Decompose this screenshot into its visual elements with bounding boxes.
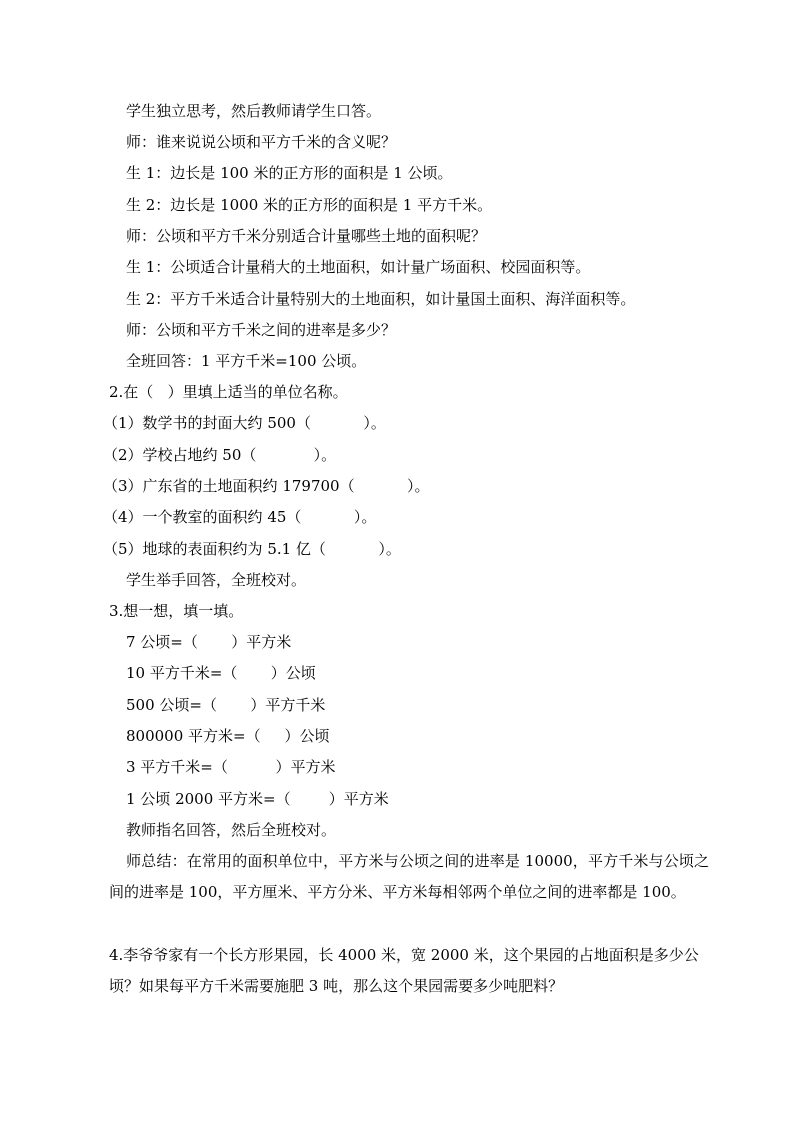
- text-line: 学生独立思考，然后教师请学生口答。: [126, 102, 382, 120]
- summary-text: 师总结：在常用的面积单位中，平方米与公顷之间的进率是 10000，平方千米与公顷之间的进率是 100，平方厘米、平方分米、平方米每相邻两个单位之间的进率都是 100。: [109, 852, 709, 901]
- exercise-item: 800000 平方米=（ ）公顷: [126, 727, 330, 745]
- exercise-item: 3 平方千米=（ ）平方米: [126, 758, 336, 776]
- text-line: 学生举手回答，全班校对。: [126, 571, 307, 589]
- text-line: 教师指名回答，然后全班校对。: [126, 821, 337, 839]
- list-item: （5）地球的表面积约为 5.1 亿（ ）。: [103, 540, 401, 558]
- list-item: （1）数学书的封面大约 500（ ）。: [103, 414, 386, 432]
- text-line: 生 2：边长是 1000 米的正方形的面积是 1 平方千米。: [126, 196, 493, 214]
- section-heading: 3.想一想，填一填。: [109, 602, 244, 620]
- text-line: 师：谁来说说公顷和平方千米的含义呢？: [126, 133, 397, 151]
- exercise-item: 1 公顷 2000 平方米=（ ）平方米: [126, 790, 389, 808]
- list-item: （4）一个教室的面积约 45（ ）。: [103, 508, 377, 526]
- list-item: （3）广东省的土地面积约 179700（ ）。: [103, 477, 430, 495]
- list-item: （2）学校占地约 50（ ）。: [103, 446, 337, 464]
- text-line: 师：公顷和平方千米分别适合计量哪些土地的面积呢？: [126, 227, 487, 245]
- section-heading: 2.在（ ）里填上适当的单位名称。: [109, 383, 348, 401]
- exercise-item: 10 平方千米=（ ）公顷: [126, 664, 316, 682]
- exercise-item: 500 公顷=（ ）平方千米: [126, 696, 326, 714]
- text-line: 生 1：公顷适合计量稍大的土地面积，如计量广场面积、校园面积等。: [126, 258, 591, 276]
- text-line: 生 1：边长是 100 米的正方形的面积是 1 公顷。: [126, 164, 453, 182]
- text-line: 全班回答：1 平方千米=100 公顷。: [126, 352, 367, 370]
- summary-paragraph: [109, 846, 709, 908]
- text-line: 生 2：平方千米适合计量特别大的土地面积，如计量国土面积、海洋面积等。: [126, 290, 636, 308]
- question-line: 4.李爷爷家有一个长方形果园，长 4000 米，宽 2000 米，这个果园的占地面积是多少公: [109, 946, 699, 964]
- exercise-item: 7 公顷=（ ）平方米: [126, 633, 292, 651]
- text-line: 师：公顷和平方千米之间的进率是多少？: [126, 321, 397, 339]
- question-line: 顷？如果每平方千米需要施肥 3 吨，那么这个果园需要多少吨肥料？: [109, 977, 564, 995]
